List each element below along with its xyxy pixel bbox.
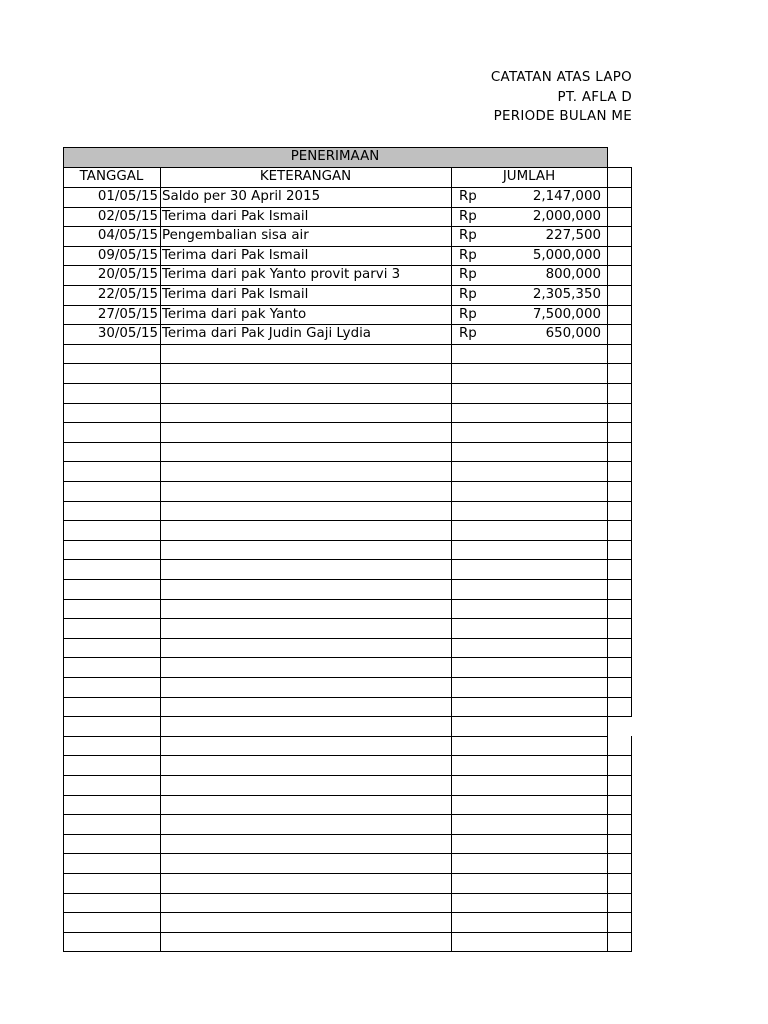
report-title: CATATAN ATAS LAPO — [490, 70, 632, 85]
row-line — [63, 873, 632, 874]
amount-cell: 650,000 — [545, 326, 601, 341]
company-name: PT. AFLA D — [557, 90, 632, 105]
row-line — [63, 736, 607, 737]
row-line — [63, 540, 632, 541]
row-line — [63, 344, 632, 345]
description-cell: Pengembalian sisa air — [162, 228, 309, 243]
row-line — [63, 834, 632, 835]
currency-cell: Rp — [459, 267, 477, 282]
row-line — [63, 422, 632, 423]
row-line — [63, 853, 632, 854]
description-cell: Terima dari Pak Ismail — [162, 287, 309, 302]
row-line — [63, 677, 632, 678]
grid-line — [63, 167, 632, 168]
row-line — [63, 951, 632, 952]
row-line — [63, 657, 632, 658]
col-header-tanggal: TANGGAL — [79, 169, 144, 184]
date-cell: 22/05/15 — [97, 287, 158, 302]
currency-cell: Rp — [459, 209, 477, 224]
description-cell: Terima dari Pak Ismail — [162, 248, 309, 263]
row-line — [63, 912, 632, 913]
grid-line — [607, 147, 608, 952]
amount-cell: 800,000 — [545, 267, 601, 282]
section-title: PENERIMAAN — [290, 149, 380, 164]
row-line — [63, 383, 632, 384]
amount-cell: 7,500,000 — [532, 307, 601, 322]
row-line — [63, 755, 632, 756]
description-cell: Saldo per 30 April 2015 — [162, 189, 321, 204]
row-line — [63, 697, 632, 698]
row-line — [63, 932, 632, 933]
col-header-jumlah: JUMLAH — [502, 169, 556, 184]
report-period: PERIODE BULAN ME — [493, 109, 632, 124]
row-line — [63, 403, 632, 404]
row-line — [63, 520, 632, 521]
currency-cell: Rp — [459, 326, 477, 341]
amount-cell: 2,147,000 — [532, 189, 601, 204]
amount-cell: 2,305,350 — [532, 287, 601, 302]
date-cell: 04/05/15 — [97, 228, 158, 243]
amount-cell: 5,000,000 — [532, 248, 601, 263]
grid-line — [631, 736, 632, 951]
row-line — [63, 638, 632, 639]
row-line — [63, 775, 632, 776]
date-cell: 27/05/15 — [97, 307, 158, 322]
row-line — [63, 618, 632, 619]
description-cell: Terima dari Pak Judin Gaji Lydia — [162, 326, 372, 341]
currency-cell: Rp — [459, 248, 477, 263]
description-cell: Terima dari pak Yanto — [162, 307, 307, 322]
row-line — [63, 716, 632, 717]
col-header-keterangan: KETERANGAN — [259, 169, 352, 184]
date-cell: 01/05/15 — [97, 189, 158, 204]
date-cell: 30/05/15 — [97, 326, 158, 341]
currency-cell: Rp — [459, 287, 477, 302]
row-line — [63, 481, 632, 482]
row-line — [63, 442, 632, 443]
grid-line — [63, 147, 607, 148]
row-line — [63, 363, 632, 364]
row-line — [63, 501, 632, 502]
currency-cell: Rp — [459, 189, 477, 204]
row-line — [63, 893, 632, 894]
date-cell: 02/05/15 — [97, 209, 158, 224]
date-cell: 09/05/15 — [97, 248, 158, 263]
row-line — [63, 814, 632, 815]
row-line — [63, 795, 632, 796]
row-line — [63, 461, 632, 462]
description-cell: Terima dari Pak Ismail — [162, 209, 309, 224]
row-line — [63, 559, 632, 560]
row-line — [63, 599, 632, 600]
row-line — [63, 579, 632, 580]
description-cell: Terima dari pak Yanto provit parvi 3 — [162, 267, 401, 282]
date-cell: 20/05/15 — [97, 267, 158, 282]
amount-cell: 2,000,000 — [532, 209, 601, 224]
currency-cell: Rp — [459, 228, 477, 243]
amount-cell: 227,500 — [545, 228, 601, 243]
currency-cell: Rp — [459, 307, 477, 322]
